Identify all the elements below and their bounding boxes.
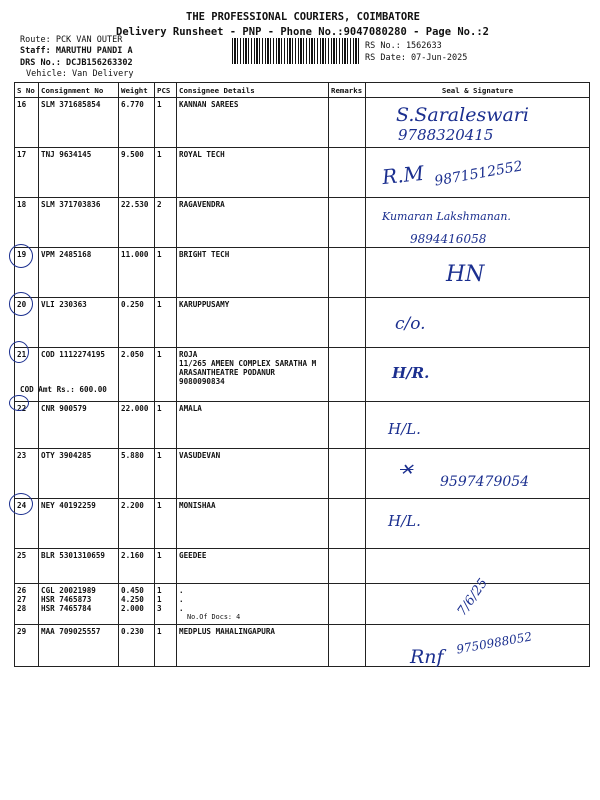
cell-remarks bbox=[329, 549, 366, 584]
company-title: THE PROFESSIONAL COURIERS, COIMBATORE bbox=[186, 11, 420, 23]
cell-sno: 20 bbox=[15, 298, 39, 348]
signature-row-18: Kumaran Lakshmanan. bbox=[382, 210, 511, 223]
table-row bbox=[15, 549, 590, 584]
col-header-signature: Seal & Signature bbox=[366, 83, 590, 98]
table-header-row bbox=[15, 83, 590, 98]
signature-row-17: R.M bbox=[380, 160, 426, 190]
cell-remarks bbox=[329, 198, 366, 248]
cell-sno: 19 bbox=[15, 248, 39, 298]
cell-consignment: NEY 40192259 bbox=[39, 499, 119, 549]
sno-circle-22 bbox=[9, 395, 29, 411]
sno-circle-21 bbox=[9, 341, 29, 363]
cell-consignee: BRIGHT TECH bbox=[177, 248, 329, 298]
cell-pcs: 1 bbox=[155, 449, 177, 499]
consignee-dots: . . . bbox=[179, 586, 184, 613]
cell-consignment: OTY 3904285 bbox=[39, 449, 119, 499]
cell-consignee: GEEDEE bbox=[177, 549, 329, 584]
vehicle-label: Vehicle: Van Delivery bbox=[26, 69, 134, 79]
signature-row-21: H/R. bbox=[392, 364, 430, 382]
cell-weight: 0.450 4.250 2.000 bbox=[119, 584, 155, 625]
cell-consignee: KARUPPUSAMY bbox=[177, 298, 329, 348]
cell-consignee bbox=[177, 584, 329, 625]
cod-amount: COD Amt Rs.: 600.00 bbox=[20, 385, 107, 394]
cell-weight: 2.050 bbox=[119, 348, 155, 402]
signature-row-25-28: 7/6/25 bbox=[454, 576, 492, 619]
cell-sno: 18 bbox=[15, 198, 39, 248]
cell-remarks bbox=[329, 584, 366, 625]
signature-phone-16: 9788320415 bbox=[398, 126, 494, 144]
cell-weight: 2.160 bbox=[119, 549, 155, 584]
cell-sno: 29 bbox=[15, 625, 39, 667]
runsheet-subtitle: Delivery Runsheet - PNP - Phone No.:9047080280 - Page No.:2 bbox=[116, 26, 489, 38]
cell-remarks bbox=[329, 449, 366, 499]
sno-circle-20 bbox=[9, 292, 33, 316]
cell-consignee: MEDPLUS MAHALINGAPURA bbox=[177, 625, 329, 667]
col-header-pcs: PCS bbox=[155, 83, 177, 98]
drs-number: DRS No.: DCJB156263302 bbox=[20, 58, 133, 68]
cell-pcs: 1 bbox=[155, 98, 177, 148]
cell-pcs: 1 bbox=[155, 402, 177, 449]
cell-consignment: CNR 900579 bbox=[39, 402, 119, 449]
sno-circle-19 bbox=[9, 244, 33, 268]
cell-sno: 25 bbox=[15, 549, 39, 584]
cell-weight: 6.770 bbox=[119, 98, 155, 148]
cell-consignment: CGL 20021989 HSR 7465873 HSR 7465784 bbox=[39, 584, 119, 625]
table-row bbox=[15, 499, 590, 549]
cell-sno: 26 27 28 bbox=[15, 584, 39, 625]
signature-row-29: Rnf bbox=[410, 646, 444, 668]
cell-remarks bbox=[329, 402, 366, 449]
cell-weight: 5.880 bbox=[119, 449, 155, 499]
col-header-remarks: Remarks bbox=[329, 83, 366, 98]
cell-pcs: 1 bbox=[155, 499, 177, 549]
cell-pcs: 1 1 3 bbox=[155, 584, 177, 625]
cell-consignment: SLM 371685854 bbox=[39, 98, 119, 148]
cell-remarks bbox=[329, 499, 366, 549]
cell-consignment: VPM 2485168 bbox=[39, 248, 119, 298]
signature-phone-18: 9894416058 bbox=[410, 232, 487, 246]
signature-phone-23: 9597479054 bbox=[440, 474, 530, 490]
col-header-consignee: Consignee Details bbox=[177, 83, 329, 98]
cell-remarks bbox=[329, 98, 366, 148]
staff-label: Staff: MARUTHU PANDI A bbox=[20, 46, 133, 56]
rs-number: RS No.: 1562633 bbox=[365, 41, 442, 51]
cell-sno: 16 bbox=[15, 98, 39, 148]
cell-remarks bbox=[329, 298, 366, 348]
cell-weight: 0.250 bbox=[119, 298, 155, 348]
cell-remarks bbox=[329, 348, 366, 402]
cell-consignment: BLR 5301310659 bbox=[39, 549, 119, 584]
cell-consignment: MAA 709025557 bbox=[39, 625, 119, 667]
cell-consignment: TNJ 9634145 bbox=[39, 148, 119, 198]
cell-consignee: ROJA 11/265 AMEEN COMPLEX SARATHA M ARASANTHEATRE PODANUR 9080090834 bbox=[177, 348, 329, 402]
signature-row-22: H/L. bbox=[388, 420, 421, 438]
signature-row-24: H/L. bbox=[388, 512, 421, 530]
cell-consignee: RAGAVENDRA bbox=[177, 198, 329, 248]
cell-weight: 9.500 bbox=[119, 148, 155, 198]
sno-circle-24 bbox=[9, 493, 33, 515]
barcode-image bbox=[232, 38, 360, 64]
cell-weight: 22.530 bbox=[119, 198, 155, 248]
cell-pcs: 1 bbox=[155, 625, 177, 667]
cell-remarks bbox=[329, 148, 366, 198]
table-row bbox=[15, 248, 590, 298]
col-header-sno: S No bbox=[15, 83, 39, 98]
cell-consignee: MONISHAA bbox=[177, 499, 329, 549]
cell-consignee: ROYAL TECH bbox=[177, 148, 329, 198]
signature-row-19: HN bbox=[446, 262, 485, 287]
col-header-consignment: Consignment No bbox=[39, 83, 119, 98]
cell-pcs: 1 bbox=[155, 148, 177, 198]
cell-consignment: VLI 230363 bbox=[39, 298, 119, 348]
cell-sno: 21 bbox=[15, 348, 39, 402]
route-label: Route: PCK VAN OUTER bbox=[20, 35, 123, 45]
rs-date: RS Date: 07-Jun-2025 bbox=[365, 53, 468, 63]
consignment-number: COD 1112274195 bbox=[41, 350, 106, 359]
cell-pcs: 1 bbox=[155, 549, 177, 584]
cell-sno: 24 bbox=[15, 499, 39, 549]
signature-phone-29: 9750988052 bbox=[455, 629, 533, 657]
signature-row-16: S.Saraleswari bbox=[396, 104, 529, 126]
cell-sno: 22 bbox=[15, 402, 39, 449]
cell-remarks bbox=[329, 248, 366, 298]
docs-count: No.Of Docs: 4 bbox=[187, 613, 241, 621]
col-header-weight: Weight bbox=[119, 83, 155, 98]
cell-consignee: KANNAN SAREES bbox=[177, 98, 329, 148]
cell-consignee: VASUDEVAN bbox=[177, 449, 329, 499]
cell-weight: 11.000 bbox=[119, 248, 155, 298]
cell-sno: 23 bbox=[15, 449, 39, 499]
table-row bbox=[15, 584, 590, 625]
signature-scribble-23: ✕ bbox=[400, 460, 414, 479]
cell-remarks bbox=[329, 625, 366, 667]
cell-weight: 0.230 bbox=[119, 625, 155, 667]
cell-pcs: 2 bbox=[155, 198, 177, 248]
cell-pcs: 1 bbox=[155, 348, 177, 402]
cell-weight: 2.200 bbox=[119, 499, 155, 549]
cell-consignment: SLM 371703836 bbox=[39, 198, 119, 248]
table-row bbox=[15, 298, 590, 348]
cell-pcs: 1 bbox=[155, 298, 177, 348]
cell-pcs: 1 bbox=[155, 248, 177, 298]
cell-consignee: AMALA bbox=[177, 402, 329, 449]
cell-sno: 17 bbox=[15, 148, 39, 198]
table-row bbox=[15, 402, 590, 449]
signature-phone-17: 9871512552 bbox=[433, 158, 524, 190]
signature-row-20: c/o. bbox=[395, 314, 426, 334]
cell-weight: 22.000 bbox=[119, 402, 155, 449]
